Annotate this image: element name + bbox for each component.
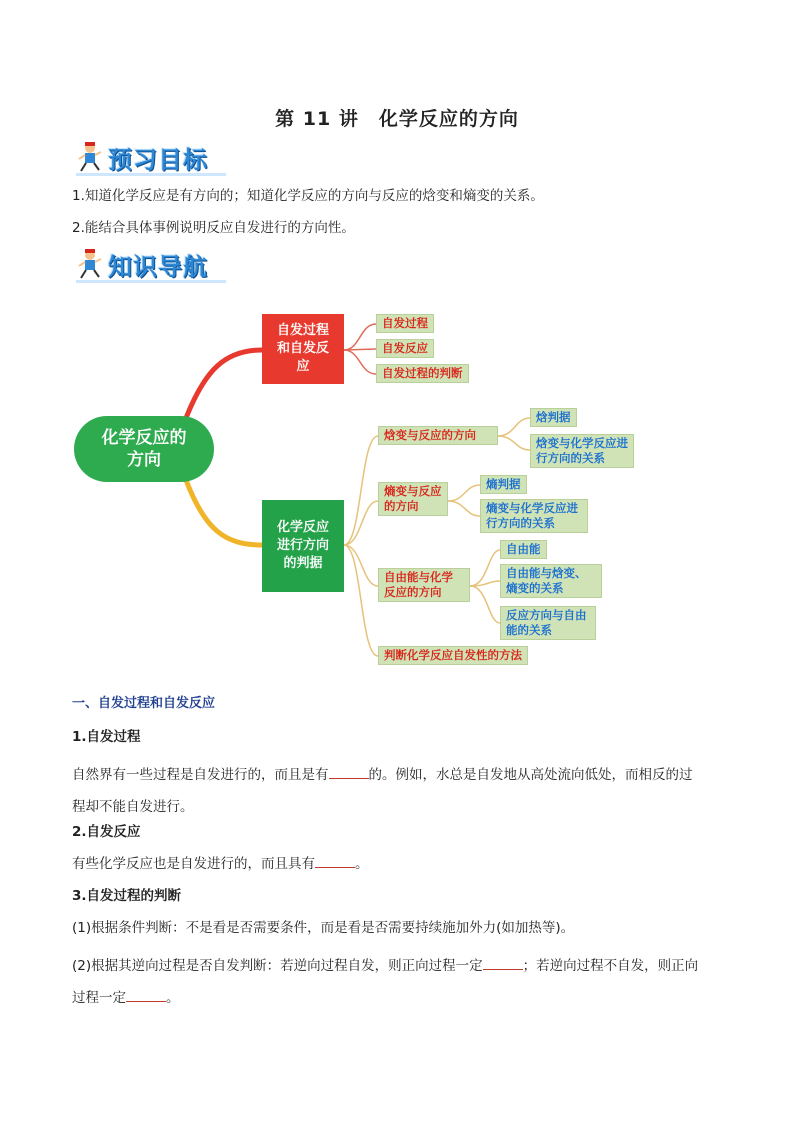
text-fragment: 程却不能自发进行。 [72, 799, 194, 815]
fill-blank[interactable] [483, 956, 523, 970]
text-fragment: ；若逆向过程不自发，则正向 [522, 958, 699, 974]
leaf-free-energy-relation: 自由能与焓变、熵变的关系 [500, 564, 602, 598]
runner-mascot-icon [76, 141, 104, 173]
subsection-3-title: 3.自发过程的判断 [72, 888, 182, 904]
mind-map-root [74, 416, 214, 482]
leaf-direction-free-energy: 反应方向与自由能的关系 [500, 606, 596, 640]
section-heading-text: 预习目标 [108, 145, 208, 174]
branch-direction-criteria [262, 500, 344, 592]
group-spontaneity-method: 判断化学反应自发性的方法 [378, 646, 528, 665]
group-free-energy: 自由能与化学反应的方向 [378, 568, 470, 602]
branch-label: 自发过程和自发反应 [276, 323, 329, 374]
subsection-1-title: 1.自发过程 [72, 729, 141, 745]
heading-underline [76, 173, 226, 176]
section-heading-knowledge-nav [76, 247, 208, 281]
text-fragment: 的。例如，水总是自发地从高处流向低处，而相反的过 [368, 767, 693, 783]
fill-blank[interactable] [126, 988, 166, 1002]
heading-underline [76, 280, 226, 283]
subsection-3-point-2 [72, 950, 732, 1014]
text-fragment: 有些化学反应也是自发进行的，而且具有 [72, 856, 315, 872]
group-entropy: 熵变与反应的方向 [378, 482, 448, 516]
subsection-3-point-1: (1)根据条件判断：不是看是否需要条件，而是看是否需要持续施加外力(如加热等)。 [72, 920, 575, 936]
subsection-1-text [72, 759, 732, 823]
leaf-free-energy: 自由能 [500, 540, 547, 559]
leaf-entropy-relation: 熵变与化学反应进行方向的关系 [480, 499, 588, 533]
text-fragment: 过程一定 [72, 990, 126, 1006]
fill-blank[interactable] [315, 854, 355, 868]
subsection-2-title: 2.自发反应 [72, 824, 141, 840]
part1-title: 一、自发过程和自发反应 [72, 696, 216, 711]
text-fragment: 自然界有一些过程是自发进行的，而且是有 [72, 767, 329, 783]
leaf-spontaneous-judgement: 自发过程的判断 [376, 364, 469, 383]
text-fragment: 。 [166, 990, 180, 1006]
leaf-spontaneous-reaction: 自发反应 [376, 339, 434, 358]
leaf-enthalpy-relation: 焓变与化学反应进行方向的关系 [530, 434, 634, 468]
group-enthalpy: 焓变与反应的方向 [378, 426, 498, 445]
branch-label: 化学反应进行方向的判据 [276, 520, 329, 571]
leaf-entropy-criterion: 熵判据 [480, 475, 527, 494]
subsection-2-text [72, 854, 732, 874]
mind-map [0, 300, 794, 680]
runner-mascot-icon [76, 248, 104, 280]
leaf-enthalpy-criterion: 焓判据 [530, 408, 577, 427]
section-heading-text: 知识导航 [108, 252, 208, 281]
root-label: 化学反应的方向 [101, 428, 187, 470]
section-heading-preview-goals [76, 140, 208, 174]
goal-2: 2.能结合具体事例说明反应自发进行的方向性。 [72, 220, 355, 236]
leaf-spontaneous-process: 自发过程 [376, 314, 434, 333]
text-fragment: 。 [355, 856, 369, 872]
text-fragment: (2)根据其逆向过程是否自发判断：若逆向过程自发，则正向过程一定 [72, 958, 483, 974]
goal-1: 1.知道化学反应是有方向的；知道化学反应的方向与反应的焓变和熵变的关系。 [72, 188, 544, 204]
page-title: 第 11 讲 化学反应的方向 [275, 108, 519, 130]
branch-spontaneous [262, 314, 344, 384]
fill-blank[interactable] [329, 765, 369, 779]
